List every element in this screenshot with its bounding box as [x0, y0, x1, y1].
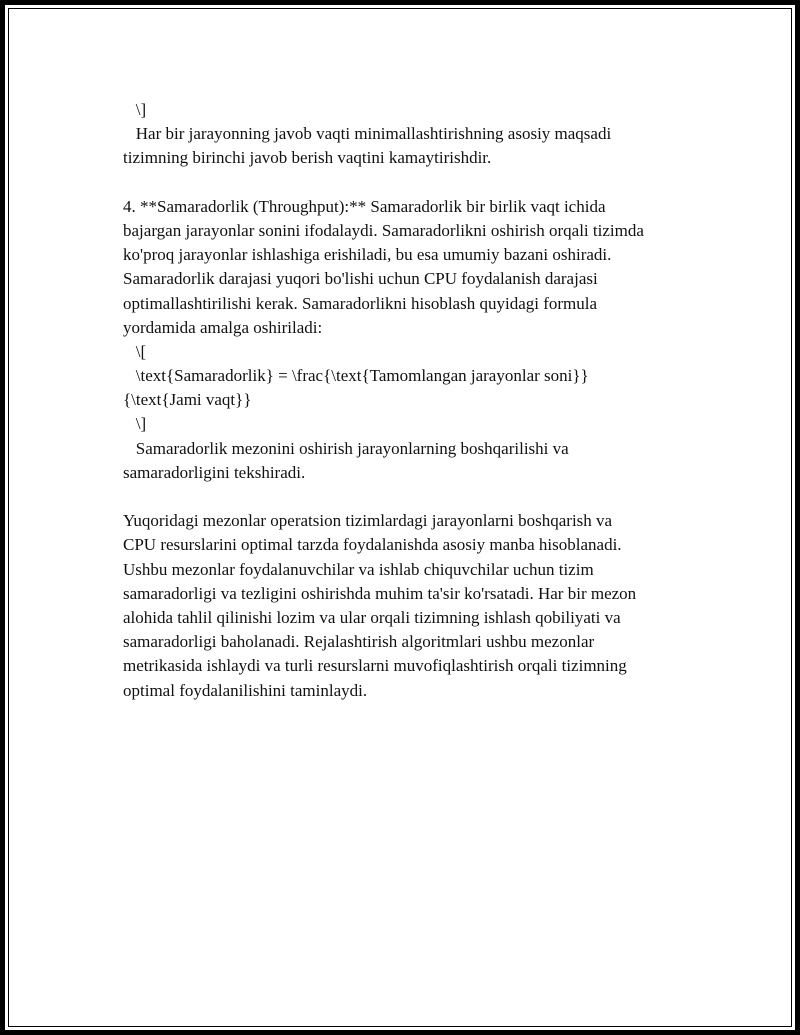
text-line: Yuqoridagi mezonlar operatsion tizimlardagi jarayonlarni boshqarish va — [123, 511, 613, 531]
text-line: optimallashtirilishi kerak. Samaradorlikni hisoblash quyidagi formula — [123, 293, 598, 313]
text-line: \] — [123, 100, 147, 119]
text-line: metrikasida ishlaydi va turli resurslarni muvofiqlashtirish orqali tizimning — [123, 656, 627, 676]
conclusion-paragraph — [123, 509, 723, 703]
text-line: Samaradorlik darajasi yuqori bo'lishi uchun CPU foydalanish darajasi — [123, 269, 598, 289]
text-line: CPU resurslarini optimal tarzda foydalanishda asosiy manba hisoblanadi. — [123, 535, 622, 555]
formula-line: \] — [123, 414, 147, 434]
formula-end-paragraph — [123, 98, 723, 171]
formula-line: {\text{Jami vaqt}} — [123, 390, 252, 410]
text-line: Samaradorlik mezonini oshirish jarayonlarning boshqarilishi va — [123, 438, 569, 458]
text-line: tizimning birinchi javob berish vaqtini kamaytirishdir. — [123, 148, 492, 168]
formula-line: \[ — [123, 341, 147, 361]
throughput-paragraph — [123, 195, 723, 485]
text-line: Har bir jarayonning javob vaqti minimallashtirishning asosiy maqsadi — [123, 124, 612, 144]
paragraph-gap — [123, 485, 723, 509]
text-line: ko'proq jarayonlar ishlashiga erishiladi, bu esa umumiy bazani oshiradi. — [123, 245, 612, 265]
text-line: 4. **Samaradorlik (Throughput):** Samaradorlik bir birlik vaqt ichida — [123, 196, 606, 216]
document-body — [123, 98, 723, 703]
text-line: yordamida amalga oshiriladi: — [123, 317, 323, 337]
text-line: optimal foydalanilishini taminlaydi. — [123, 680, 368, 700]
text-line: alohida tahlil qilinishi lozim va ular orqali tizimning ishlash qobiliyati va — [123, 607, 621, 627]
text-line: samaradorligini tekshiradi. — [123, 462, 306, 482]
formula-line: \text{Samaradorlik} = \frac{\text{Tamomlangan jarayonlar soni}} — [123, 366, 589, 386]
paragraph-gap — [123, 171, 723, 195]
text-line: samaradorligi baholanadi. Rejalashtirish algoritmlari ushbu mezonlar — [123, 632, 595, 652]
text-line: samaradorligi va tezligini oshirishda muhim ta'sir ko'rsatadi. Har bir mezon — [123, 583, 637, 603]
text-line: Ushbu mezonlar foydalanuvchilar va ishlab chiquvchilar uchun tizim — [123, 559, 594, 579]
text-line: bajargan jarayonlar sonini ifodalaydi. Samaradorlikni oshirish orqali tizimda — [123, 220, 644, 240]
